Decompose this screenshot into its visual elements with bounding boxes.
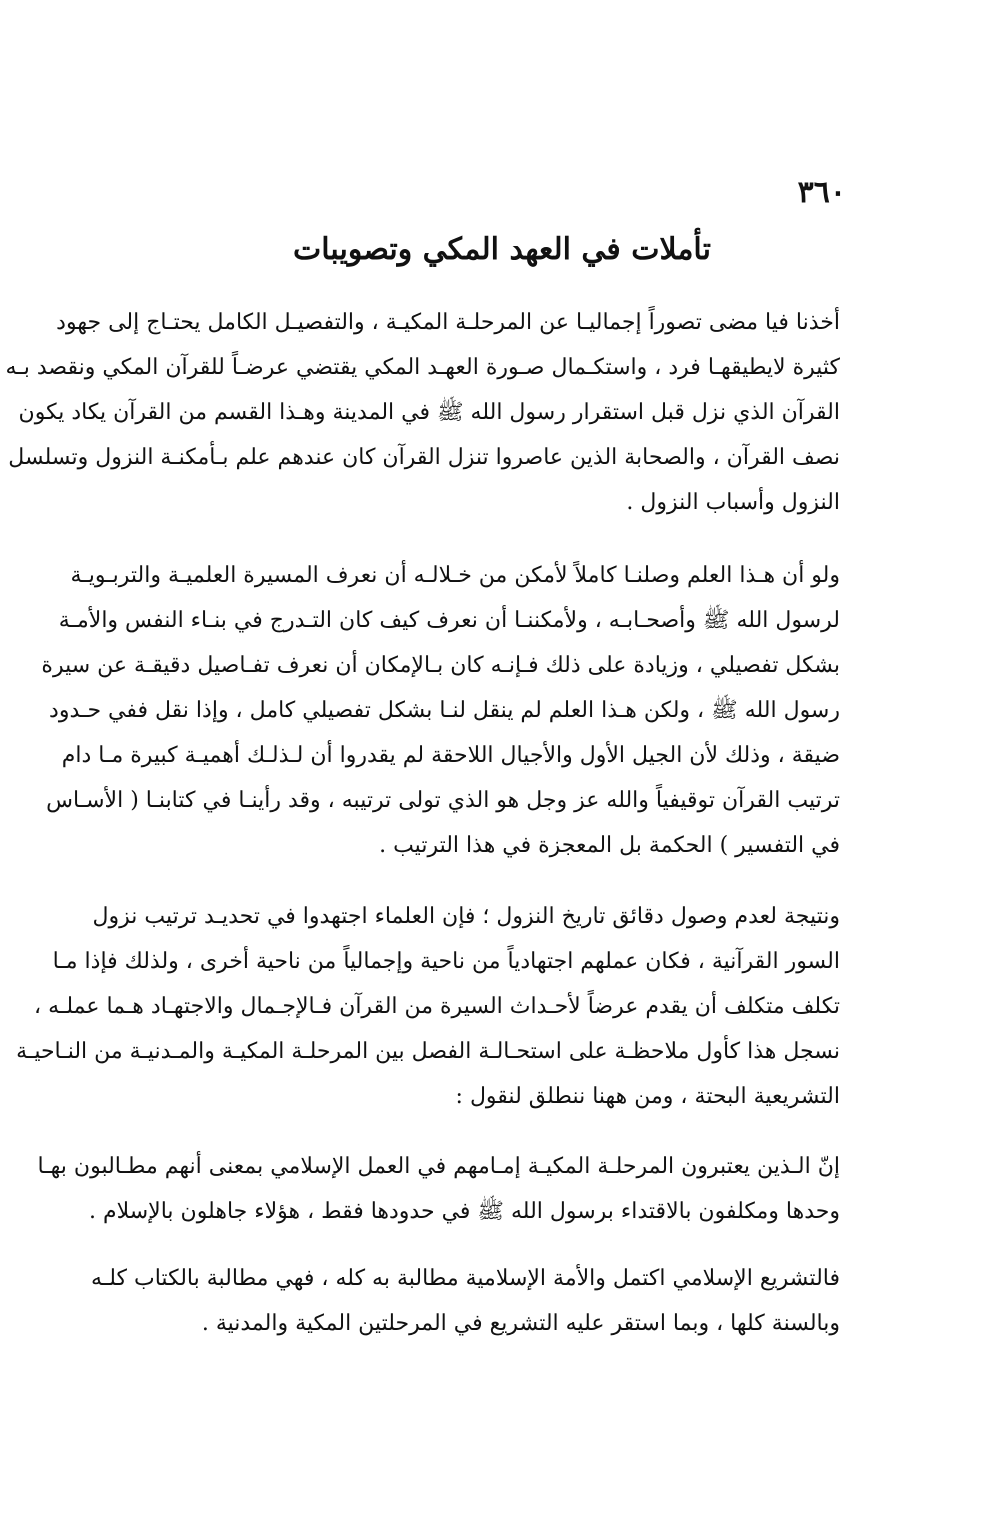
paragraph-1 [5, 300, 840, 525]
paragraph-2 [41, 553, 840, 868]
page-title: تأملات في العهد المكي وتصويبات [293, 232, 711, 267]
paragraph-3 [16, 894, 840, 1119]
text-line: فالتشريع الإسلامي اكتمل والأمة الإسلامية مطالبة به كله ، فهي مطالبة بالكتاب كلـه [91, 1266, 840, 1291]
text-line: أخذنا فيا مضى تصوراً إجماليـا عن المرحلـة المكيـة ، والتفصيـل الكامل يحتـاج إلى جهود [56, 310, 840, 335]
text-line: القرآن الذي نزل قبل استقرار رسول الله ﷺ في المدينة وهـذا القسم من القرآن يكاد يكون [18, 400, 840, 425]
body-text [5, 300, 840, 1346]
text-line: نصف القرآن ، والصحابة الذين عاصروا تنزل القرآن كان عندهم علم بـأمكنـة النزول وتسلسل [8, 445, 840, 470]
text-line: لرسول الله ﷺ وأصحـابـه ، ولأمكننـا أن نعرف كيف كان التـدرج في بنـاء النفس والأمـة [58, 608, 840, 633]
text-line: بشكل تفصيلي ، وزيادة على ذلك فـإنـه كان بـالإمكان أن نعرف تفـاصيل دقيقـة عن سيرة [41, 653, 840, 678]
text-line: وحدها ومكلفون بالاقتداء برسول الله ﷺ في حدودها فقط ، هؤلاء جاهلون بالإسلام . [89, 1199, 840, 1224]
paragraph-5 [91, 1256, 840, 1346]
text-line: ضيقة ، وذلك لأن الجيل الأول والأجيال اللاحقة لم يقدروا أن لـذلـك أهميـة كبيرة مـا دام [61, 743, 840, 768]
paragraph-4 [37, 1144, 840, 1234]
text-line: السور القرآنية ، فكان عملهم اجتهادياً من ناحية وإجمالياً من ناحية أخرى ، ولذلك فإذا مـا [52, 949, 840, 974]
text-line: التشريعية البحتة ، ومن ههنا ننطلق لنقول : [455, 1084, 840, 1109]
text-line: تكلف متكلف أن يقدم عرضاً لأحـداث السيرة من القرآن فـالإجـمال والاجتهـاد هـما عملـه ، [33, 994, 840, 1019]
page-number: ٣٦٠ [797, 175, 846, 210]
text-line: في التفسير ) الحكمة بل المعجزة في هذا الترتيب . [379, 833, 840, 858]
text-line: نسجل هذا كأول ملاحظـة على استحـالـة الفصل بين المرحلـة المكيـة والمـدنيـة من النـاحيـة [16, 1039, 840, 1064]
text-line: ترتيب القرآن توقيفياً والله عز وجل هو الذي تولى ترتيبه ، وقد رأينـا في كتابنـا ( الأسـاس [46, 788, 840, 813]
text-line: وبالسنة كلها ، وبما استقر عليه التشريع في المرحلتين المكية والمدنية . [201, 1311, 840, 1336]
text-line: إنّ الـذين يعتبرون المرحلـة المكيـة إمـامهم في العمل الإسلامي بمعنى أنهم مطـالبون بهـا [37, 1154, 840, 1179]
text-line: النزول وأسباب النزول . [626, 490, 840, 515]
text-line: ولو أن هـذا العلم وصلنـا كاملاً لأمكن من خـلالـه أن نعرف المسيرة العلميـة والتربـويـة [70, 563, 840, 588]
text-line: رسول الله ﷺ ، ولكن هـذا العلم لم ينقل لنـا بشكل تفصيلي كامل ، وإذا نقل ففي حـدود [49, 698, 840, 723]
text-line: كثيرة لايطيقهـا فرد ، واستكـمال صـورة العهـد المكي يقتضي عرضـاً للقرآن المكي ونقصد بـه [5, 355, 840, 380]
text-line: ونتيجة لعدم وصول دقائق تاريخ النزول ؛ فإن العلماء اجتهدوا في تحديـد ترتيب نزول [92, 904, 840, 929]
